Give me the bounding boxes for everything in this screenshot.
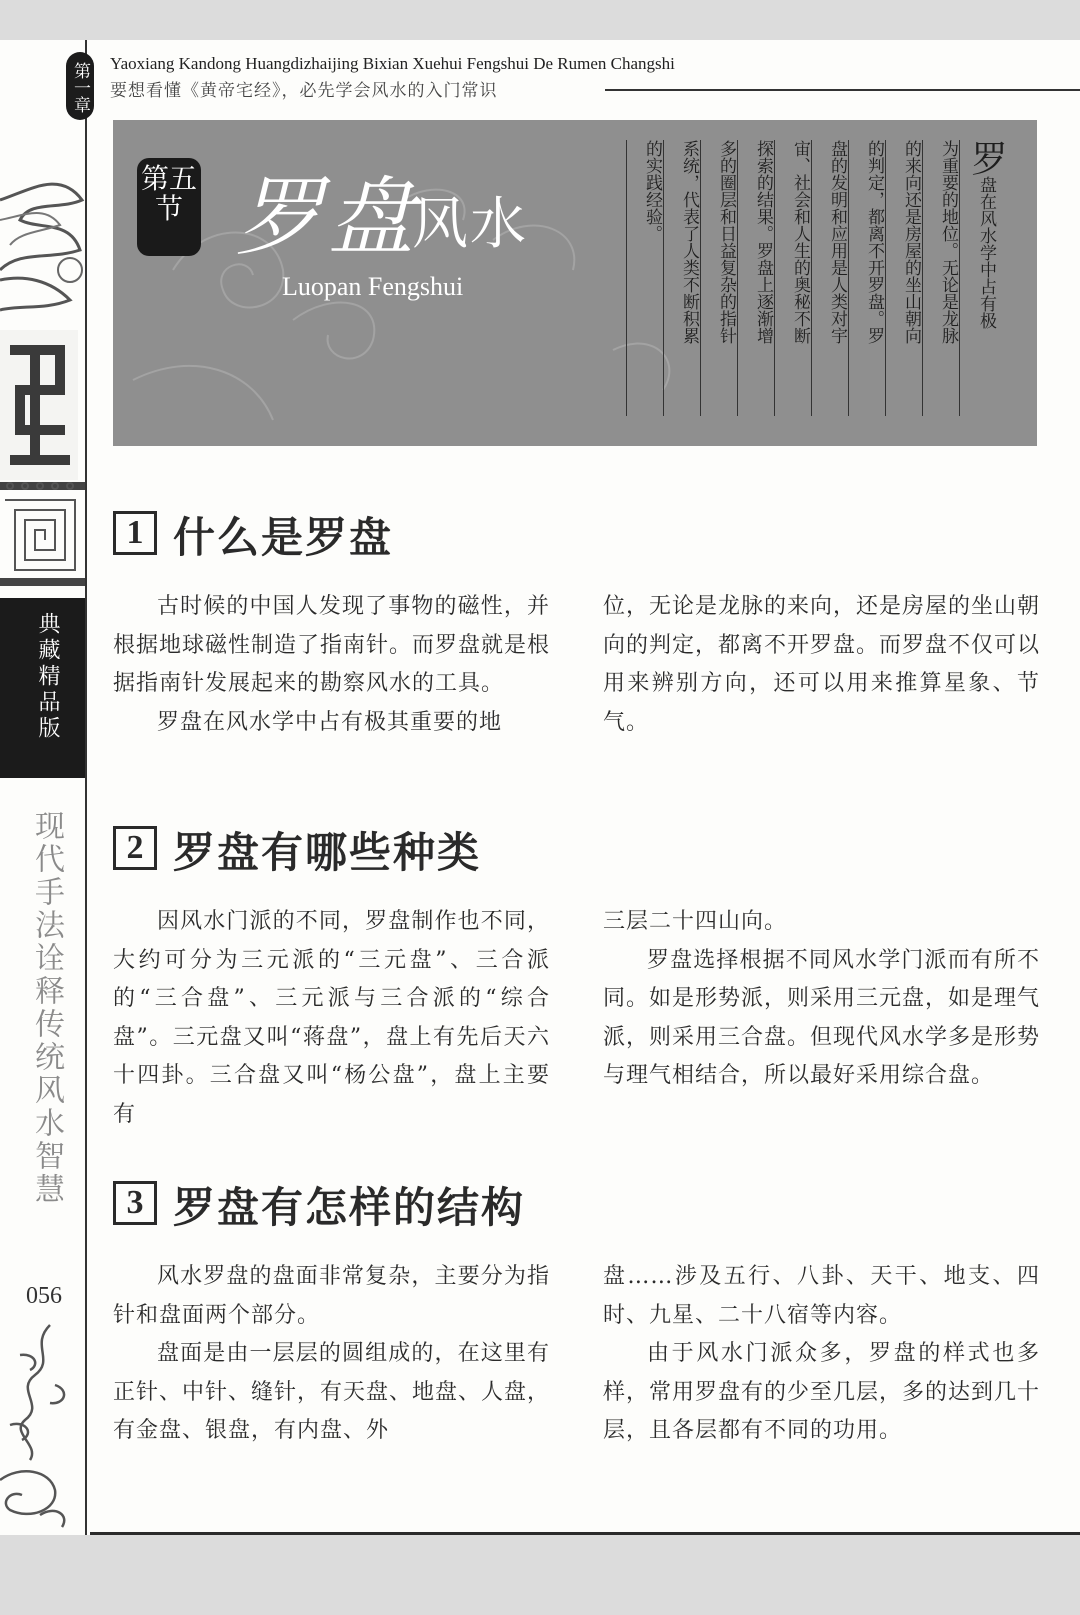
cloud-ornament-icon — [0, 160, 90, 330]
intro-column: 为重要的地位。无论是龙脉 — [938, 140, 958, 344]
paragraph: 位，无论是龙脉的来向，还是房屋的坐山朝向的判定，都离不开罗盘。而罗盘不仅可以用来辨别方向，还可以用来推算星象、节气。 — [603, 594, 1041, 735]
page-number: 056 — [26, 1283, 62, 1309]
section-number: 3 — [113, 1181, 157, 1225]
section-number: 1 — [113, 511, 157, 555]
column-divider — [922, 140, 923, 416]
cloud-scroll-ornament-icon — [0, 1315, 86, 1530]
paragraph: 因风水门派的不同，罗盘制作也不同，大约可分为三元派的“三元盘”、三合派的“三合盘”、三元派与三合派的“综合盘”。三元盘又叫“蒋盘”，盘上有先后天六十四卦。三合盘又叫“杨公盘”，盘上主要有 — [113, 909, 550, 1127]
section-3-left-column — [113, 1258, 550, 1451]
edition-label: 典藏精品版 — [35, 612, 60, 742]
intro-column: 系统，代表了人类不断积累 — [679, 140, 699, 344]
intro-column: 宙、社会和人生的奥秘不断 — [790, 140, 810, 344]
intro-column: 多的圈层和日益复杂的指针 — [716, 140, 736, 344]
intro-column: 盘的发明和应用是人类对宇 — [827, 140, 847, 344]
section-2-left-column — [113, 903, 550, 1135]
intro-column: 的来向还是房屋的坐山朝向 — [901, 140, 921, 344]
column-divider — [885, 140, 886, 416]
paragraph: 风水罗盘的盘面非常复杂，主要分为指针和盘面两个部分。 — [113, 1264, 550, 1328]
section-title-large: 罗盘 — [236, 168, 420, 268]
column-divider — [700, 140, 701, 416]
seal-ornament — [0, 330, 78, 480]
header-rule — [605, 89, 1080, 91]
intro-column: 罗盘在风水学中占有极 — [966, 140, 1007, 329]
section-2-right-column — [603, 903, 1040, 1096]
drop-cap: 罗 — [966, 140, 1007, 176]
top-band — [0, 0, 1080, 40]
paragraph: 三层二十四山向。 — [603, 909, 788, 934]
section-1-right-column — [603, 588, 1040, 742]
section-title: 什么是罗盘 — [173, 513, 394, 562]
section-badge: 第五节 — [137, 158, 201, 256]
column-divider — [663, 140, 664, 416]
section-number: 2 — [113, 826, 157, 870]
column-divider — [774, 140, 775, 416]
intro-column: 的实践经验。 — [642, 140, 662, 242]
section-title: 罗盘有哪些种类 — [173, 828, 482, 877]
paragraph: 罗盘在风水学中占有极其重要的地 — [157, 709, 503, 735]
column-divider — [737, 140, 738, 416]
section-title-small: 风水 — [412, 192, 528, 257]
intro-column: 探索的结果。罗盘上逐渐增 — [753, 140, 773, 344]
intro-column: 的判定，都离不开罗盘。罗 — [864, 140, 884, 344]
section-3-right-column — [603, 1258, 1040, 1451]
paragraph: 盘……涉及五行、八卦、天干、地支、四时、九星、二十八宿等内容。 — [603, 1264, 1040, 1328]
column-divider — [811, 140, 812, 416]
section-subtitle: Luopan Fengshui — [282, 272, 464, 301]
column-divider — [848, 140, 849, 416]
running-header-title: 要想看懂《黄帝宅经》，必先学会风水的入门常识 — [110, 81, 498, 101]
fret-ornament-icon — [0, 480, 85, 590]
paragraph: 由于风水门派众多，罗盘的样式也多样，常用罗盘有的少至几层，多的达到几十层，且各层都有不同的功用。 — [603, 1341, 1041, 1444]
column-divider — [959, 140, 960, 416]
section-title: 罗盘有怎样的结构 — [173, 1183, 526, 1232]
running-header-pinyin: Yaoxiang Kandong Huangdizhaijing Bixian Xuehui Fengshui De Rumen Changshi — [110, 54, 675, 73]
banner-intro-text — [612, 140, 1007, 416]
paragraph: 盘面是由一层层的圆组成的，在这里有正针、中针、缝针，有天盘、地盘、人盘，有金盘、银盘，有内盘、外 — [113, 1341, 551, 1444]
section-1-left-column — [113, 588, 550, 742]
paragraph: 罗盘选择根据不同风水学门派而有所不同。如是形势派，则采用三元盘，如是理气派，则采用三合盘。但现代风水学多是形势与理气相结合，所以最好采用综合盘。 — [603, 947, 1041, 1089]
column-divider — [626, 140, 627, 416]
chapter-badge: 第一章 — [66, 52, 94, 120]
bottom-band — [0, 1535, 1080, 1615]
book-title-vertical: 现代手法诠释传统风水智慧 — [29, 810, 64, 1206]
paragraph: 古时候的中国人发现了事物的磁性，并根据地球磁性制造了指南针。而罗盘就是根据指南针发展起来的勘察风水的工具。 — [113, 594, 551, 697]
